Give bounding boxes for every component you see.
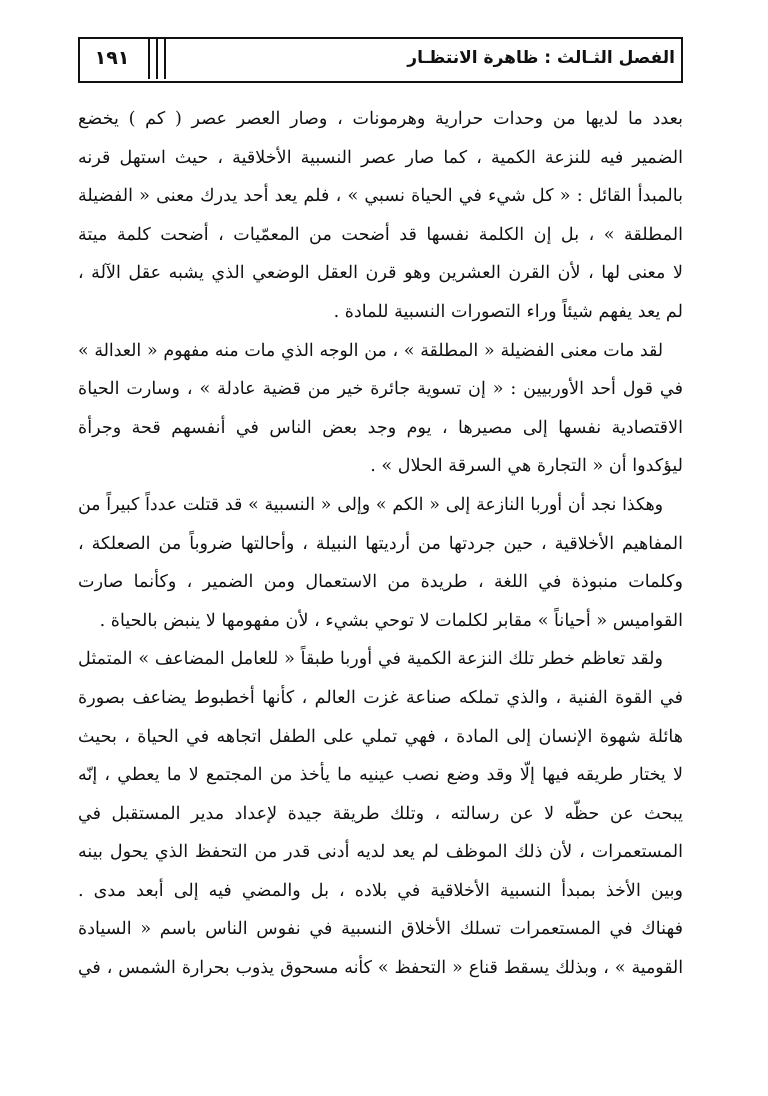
text-line: المستعمرات ، لأن ذلك الموظف لم يعد لديه أدنى قدر من التحفظ الذي يحول بينه: [78, 842, 683, 863]
chapter-title: الفصل الثـالث : ظاهرة الانتظـار: [407, 48, 675, 68]
text-line: وهكذا نجد أن أوربا النازعة إلى « الكم » وإلى « النسبية » قد قتلت عدداً كبيراً من: [78, 494, 663, 515]
text-line: في القوة الفنية ، والذي تملكه صناعة غزت العالم ، كأنها أخطبوط يضاعف بصورة: [78, 687, 683, 708]
text-line: لا يختار طريقه فيها إلّا وقد وضع نصب عينيه ما يأخذ من المجتمع لا ما يعطي ، إنّه: [78, 765, 683, 786]
text-line: القومية » ، وبذلك يسقط قناع « التحفظ » كأنه مسحوق يذوب بحرارة الشمس ، في: [78, 958, 683, 979]
text-line: المفاهيم الأخلاقية ، حين جردتها من أرديتها النبيلة ، وأحالتها ضروباً من الصعلكة ،: [78, 533, 683, 554]
page-header: [78, 37, 683, 83]
text-line: لقد مات معنى الفضيلة « المطلقة » ، من الوجه الذي مات منه مفهوم « العدالة »: [78, 340, 663, 361]
text-line: لم يعد يفهم شيئاً وراء التصورات النسبية للمادة .: [333, 301, 683, 322]
text-line: ليؤكدوا أن « التجارة هي السرقة الحلال » .: [370, 456, 683, 477]
text-line: هائلة شهوة الإنسان إلى المادة ، فهي تملي على الطفل اتجاهه في الحياة ، بحيث: [78, 726, 683, 747]
text-line: القواميس « أحياناً » مقابر لكلمات لا توحي بشيء ، لأن مفهومها لا ينبض بالحياة .: [99, 610, 683, 631]
text-line: الاقتصادية نفسها إلى مصيرها ، يوم وجد بعض الناس في أنفسهم قحة وجرأة: [78, 417, 683, 438]
text-line: في قول أحد الأوربيين : « إن تسوية جائرة خير من قضية عادلة » ، وسارت الحياة: [78, 379, 683, 400]
text-line: ولقد تعاظم خطر تلك النزعة الكمية في أوربا طبقاً « للعامل المضاعف » المتمثل: [78, 649, 663, 670]
page-number: ١٩١: [94, 47, 130, 69]
text-line: بعدد ما لديها من وحدات حرارية وهرمونات ، وصار العصر عصر ( كم ) يخضع: [78, 109, 683, 129]
text-line: الضمير فيه للنزعة الكمية ، كما صار عصر النسبية الأخلاقية ، حيث استهل قرنه: [78, 147, 683, 168]
text-line: فهناك في المستعمرات تسلك الأخلاق النسبية في نفوس الناس باسم « السيادة: [78, 919, 683, 940]
header-divider: [164, 37, 166, 79]
header-divider: [148, 37, 150, 79]
text-line: وبين الأخذ بمبدأ النسبية الأخلاقية في بلاده ، بل والمضي فيه إلى أبعد مدى .: [78, 880, 683, 901]
text-line: يبحث عن حظّه لا عن رسالته ، وتلك طريقة جيدة لإعداد مدير المستقبل في: [78, 803, 683, 824]
text-line: المطلقة » ، بل إن الكلمة نفسها قد أضحت من المعمّيات ، أضحت كلمة ميتة: [78, 224, 683, 245]
text-line: بالمبدأ القائل : « كل شيء في الحياة نسبي » ، فلم يعد أحد يدرك معنى « الفضيلة: [78, 186, 683, 207]
text-line: لا معنى لها ، لأن القرن العشرين وهو قرن العقل الوضعي الذي يشبه عقل الآلة ،: [78, 263, 683, 284]
body-text: [78, 100, 683, 988]
header-divider: [156, 37, 158, 79]
text-line: وكلمات منبوذة في اللغة ، طريدة من الاستعمال ومن الضمير ، وكأنما صارت: [78, 572, 683, 593]
